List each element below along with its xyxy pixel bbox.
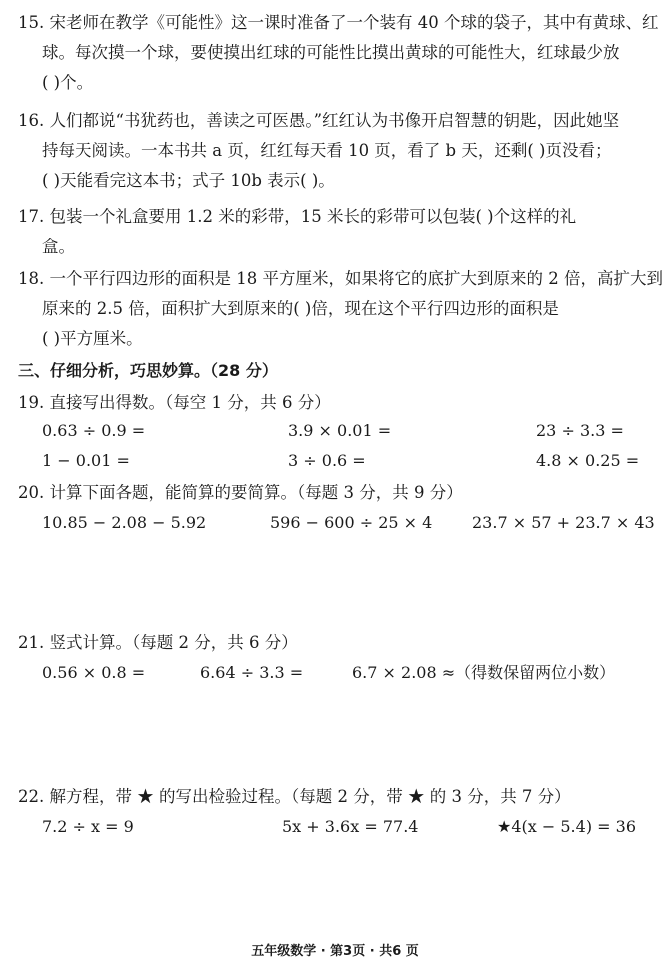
q22-title: 22. 解方程，带 ★ 的写出检验过程。（每题 2 分，带 ★ 的 3 分，共 7 分） [18, 787, 571, 806]
q21-title: 21. 竖式计算。（每题 2 分，共 6 分） [18, 633, 298, 652]
q18-line-3: ( )平方厘米。 [42, 329, 143, 348]
q21-item-3: 6.7 × 2.08 ≈（得数保留两位小数） [352, 663, 616, 682]
q15-line-1: 15. 宋老师在教学《可能性》这一课时准备了一个装有 40 个球的袋子，其中有黄球、红 [18, 13, 659, 32]
q17-line-2: 盒。 [42, 237, 75, 256]
section-3-heading: 三、仔细分析，巧思妙算。（28 分） [18, 361, 278, 380]
q22-item-1: 7.2 ÷ x = 9 [42, 817, 134, 836]
q16-line-2: 持每天阅读。一本书共 a 页，红红每天看 10 页，看了 b 天，还剩( )页没看； [42, 141, 612, 160]
q18-line-1: 18. 一个平行四边形的面积是 18 平方厘米，如果将它的底扩大到原来的 2 倍，高扩大到 [18, 269, 663, 288]
q22-item-2: 5x + 3.6x = 77.4 [282, 817, 419, 836]
q16-line-3: ( )天能看完这本书；式子 10b 表示( )。 [42, 171, 335, 190]
q19-item-6: 4.8 × 0.25 = [536, 451, 640, 470]
q15-line-3: ( )个。 [42, 73, 94, 92]
q21-item-2: 6.64 ÷ 3.3 = [200, 663, 304, 682]
q19-item-4: 1 − 0.01 = [42, 451, 130, 470]
q19-title: 19. 直接写出得数。（每空 1 分，共 6 分） [18, 393, 331, 412]
q19-item-3: 23 ÷ 3.3 = [536, 421, 624, 440]
q22-item-3: ★4(x − 5.4) = 36 [497, 817, 636, 836]
page-footer: 五年级数学 · 第3页 · 共6 页 [251, 944, 419, 959]
q21-item-1: 0.56 × 0.8 = [42, 663, 146, 682]
q20-item-3: 23.7 × 57 + 23.7 × 43 [472, 513, 655, 532]
q15-line-2: 球。每次摸一个球，要使摸出红球的可能性比摸出黄球的可能性大，红球最少放 [42, 43, 620, 62]
q20-item-1: 10.85 − 2.08 − 5.92 [42, 513, 207, 532]
q19-item-5: 3 ÷ 0.6 = [288, 451, 366, 470]
q17-line-1: 17. 包装一个礼盒要用 1.2 米的彩带，15 米长的彩带可以包装( )个这样的礼 [18, 207, 577, 226]
q18-line-2: 原来的 2.5 倍，面积扩大到原来的( )倍，现在这个平行四边形的面积是 [42, 299, 559, 318]
q19-item-2: 3.9 × 0.01 = [288, 421, 392, 440]
q16-line-1: 16. 人们都说“书犹药也，善读之可医愚。”红红认为书像开启智慧的钥匙，因此她坚 [18, 111, 620, 130]
q19-item-1: 0.63 ÷ 0.9 = [42, 421, 146, 440]
q20-title: 20. 计算下面各题，能简算的要简算。（每题 3 分，共 9 分） [18, 483, 463, 502]
q20-item-2: 596 − 600 ÷ 25 × 4 [270, 513, 433, 532]
